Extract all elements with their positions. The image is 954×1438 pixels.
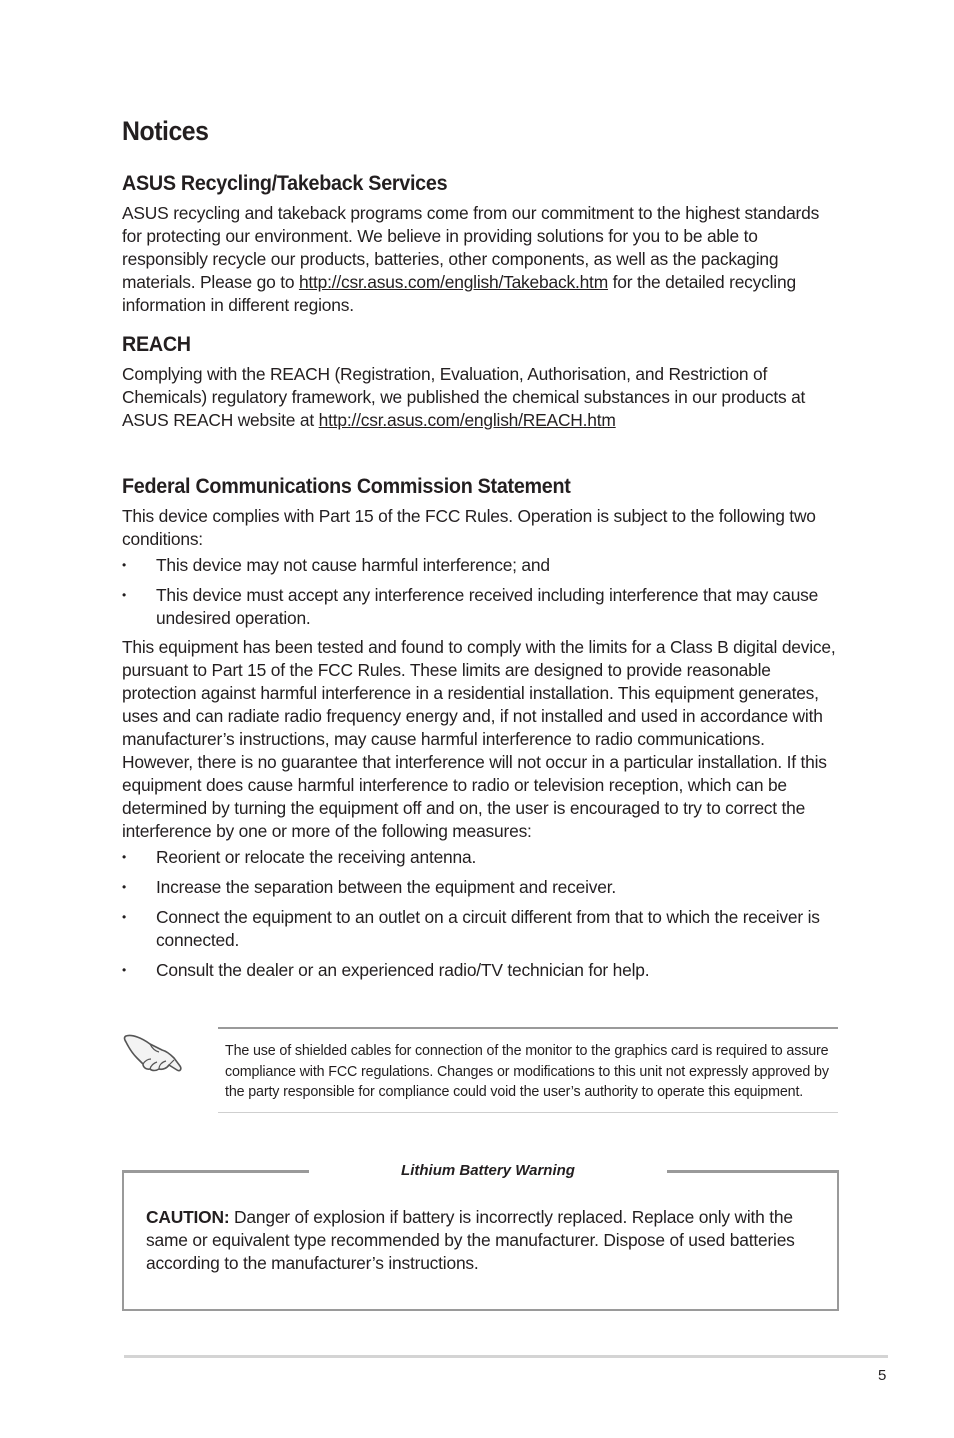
reach-link[interactable]: http://csr.asus.com/english/REACH.htm [318, 410, 616, 430]
fcc-measures-list [122, 846, 838, 982]
list-item: • This device may not cause harmful interference; and [122, 554, 838, 577]
page-title: Notices [122, 116, 209, 146]
fcc-conditions-list [122, 554, 838, 630]
warning-border-right [667, 1170, 839, 1173]
note-box [218, 1027, 838, 1113]
caution-text: Danger of explosion if battery is incorrectly replaced. Replace only with the same or equivalent type recommended by the manufacturer. Dispose of used batteries according to the manufacturer’s instructions. [146, 1207, 795, 1273]
reach-text: Complying with the REACH (Registration, Evaluation, Authorisation, and Restriction of Chemicals) regulatory framework, we published the chemical substances in our products at ASUS REACH website at [122, 364, 806, 430]
footer-divider [124, 1355, 888, 1358]
list-item: • Consult the dealer or an experienced radio/TV technician for help. [122, 959, 838, 982]
recycling-text-start: ASUS recycling and takeback programs come from our commitment to the highest standards for protecting our environment. We believe in providing solutions for you to be able to responsibly recycle our products, batteries, other components, as well as the packaging materials. Please go to [122, 203, 820, 292]
reach-section [122, 333, 838, 432]
list-item: • Reorient or relocate the receiving antenna. [122, 846, 838, 869]
takeback-link[interactable]: http://csr.asus.com/english/Takeback.htm [298, 272, 608, 292]
warning-title: Lithium Battery Warning [401, 1162, 575, 1179]
recycling-section [122, 172, 838, 317]
fcc-heading: Federal Communications Commission Statement [122, 475, 571, 498]
page-number: 5 [878, 1367, 887, 1384]
fcc-intro: This device complies with Part 15 of the FCC Rules. Operation is subject to the following two conditions: [122, 506, 816, 549]
caution-label: CAUTION: [146, 1207, 230, 1227]
warning-text [146, 1206, 822, 1275]
reach-paragraph [122, 363, 838, 432]
recycling-heading: ASUS Recycling/Takeback Services [122, 172, 448, 195]
reach-heading: REACH [122, 333, 191, 356]
fcc-section [122, 475, 838, 982]
warning-border-left [122, 1170, 309, 1173]
fcc-body: This equipment has been tested and found to comply with the limits for a Class B digital device, pursuant to Part 15 of the FCC Rules. These limits are designed to provide reasonable protection against harmful interference in a residential installation. This equipment generates, uses and can radiate radio frequency energy and, if not installed and used in accordance with manufacturer’s instructions, may cause harmful interference to radio communications. However, there is no guarantee that interference will not occur in a particular installation. If this equipment does cause harmful interference to radio or television reception, which can be determined by turning the equipment off and on, the user is encouraged to try to correct the interference by one or more of the following measures: [122, 637, 836, 841]
recycling-paragraph [122, 202, 838, 317]
list-item: • Increase the separation between the equipment and receiver. [122, 876, 838, 899]
note-text: The use of shielded cables for connection of the monitor to the graphics card is required to assure compliance with FCC regulations. Changes or modifications to this unit not expressly approved by the party responsible for compliance could void the user’s authority to operate this equipment. [225, 1043, 829, 1101]
recycling-text-end: for the detailed recycling information in different regions. [122, 272, 796, 315]
pointing-hand-icon [122, 1028, 184, 1076]
list-item: • This device must accept any interference received including interference that may cause undesired operation. [122, 584, 838, 630]
list-item: • Connect the equipment to an outlet on a circuit different from that to which the receiver is connected. [122, 906, 838, 952]
